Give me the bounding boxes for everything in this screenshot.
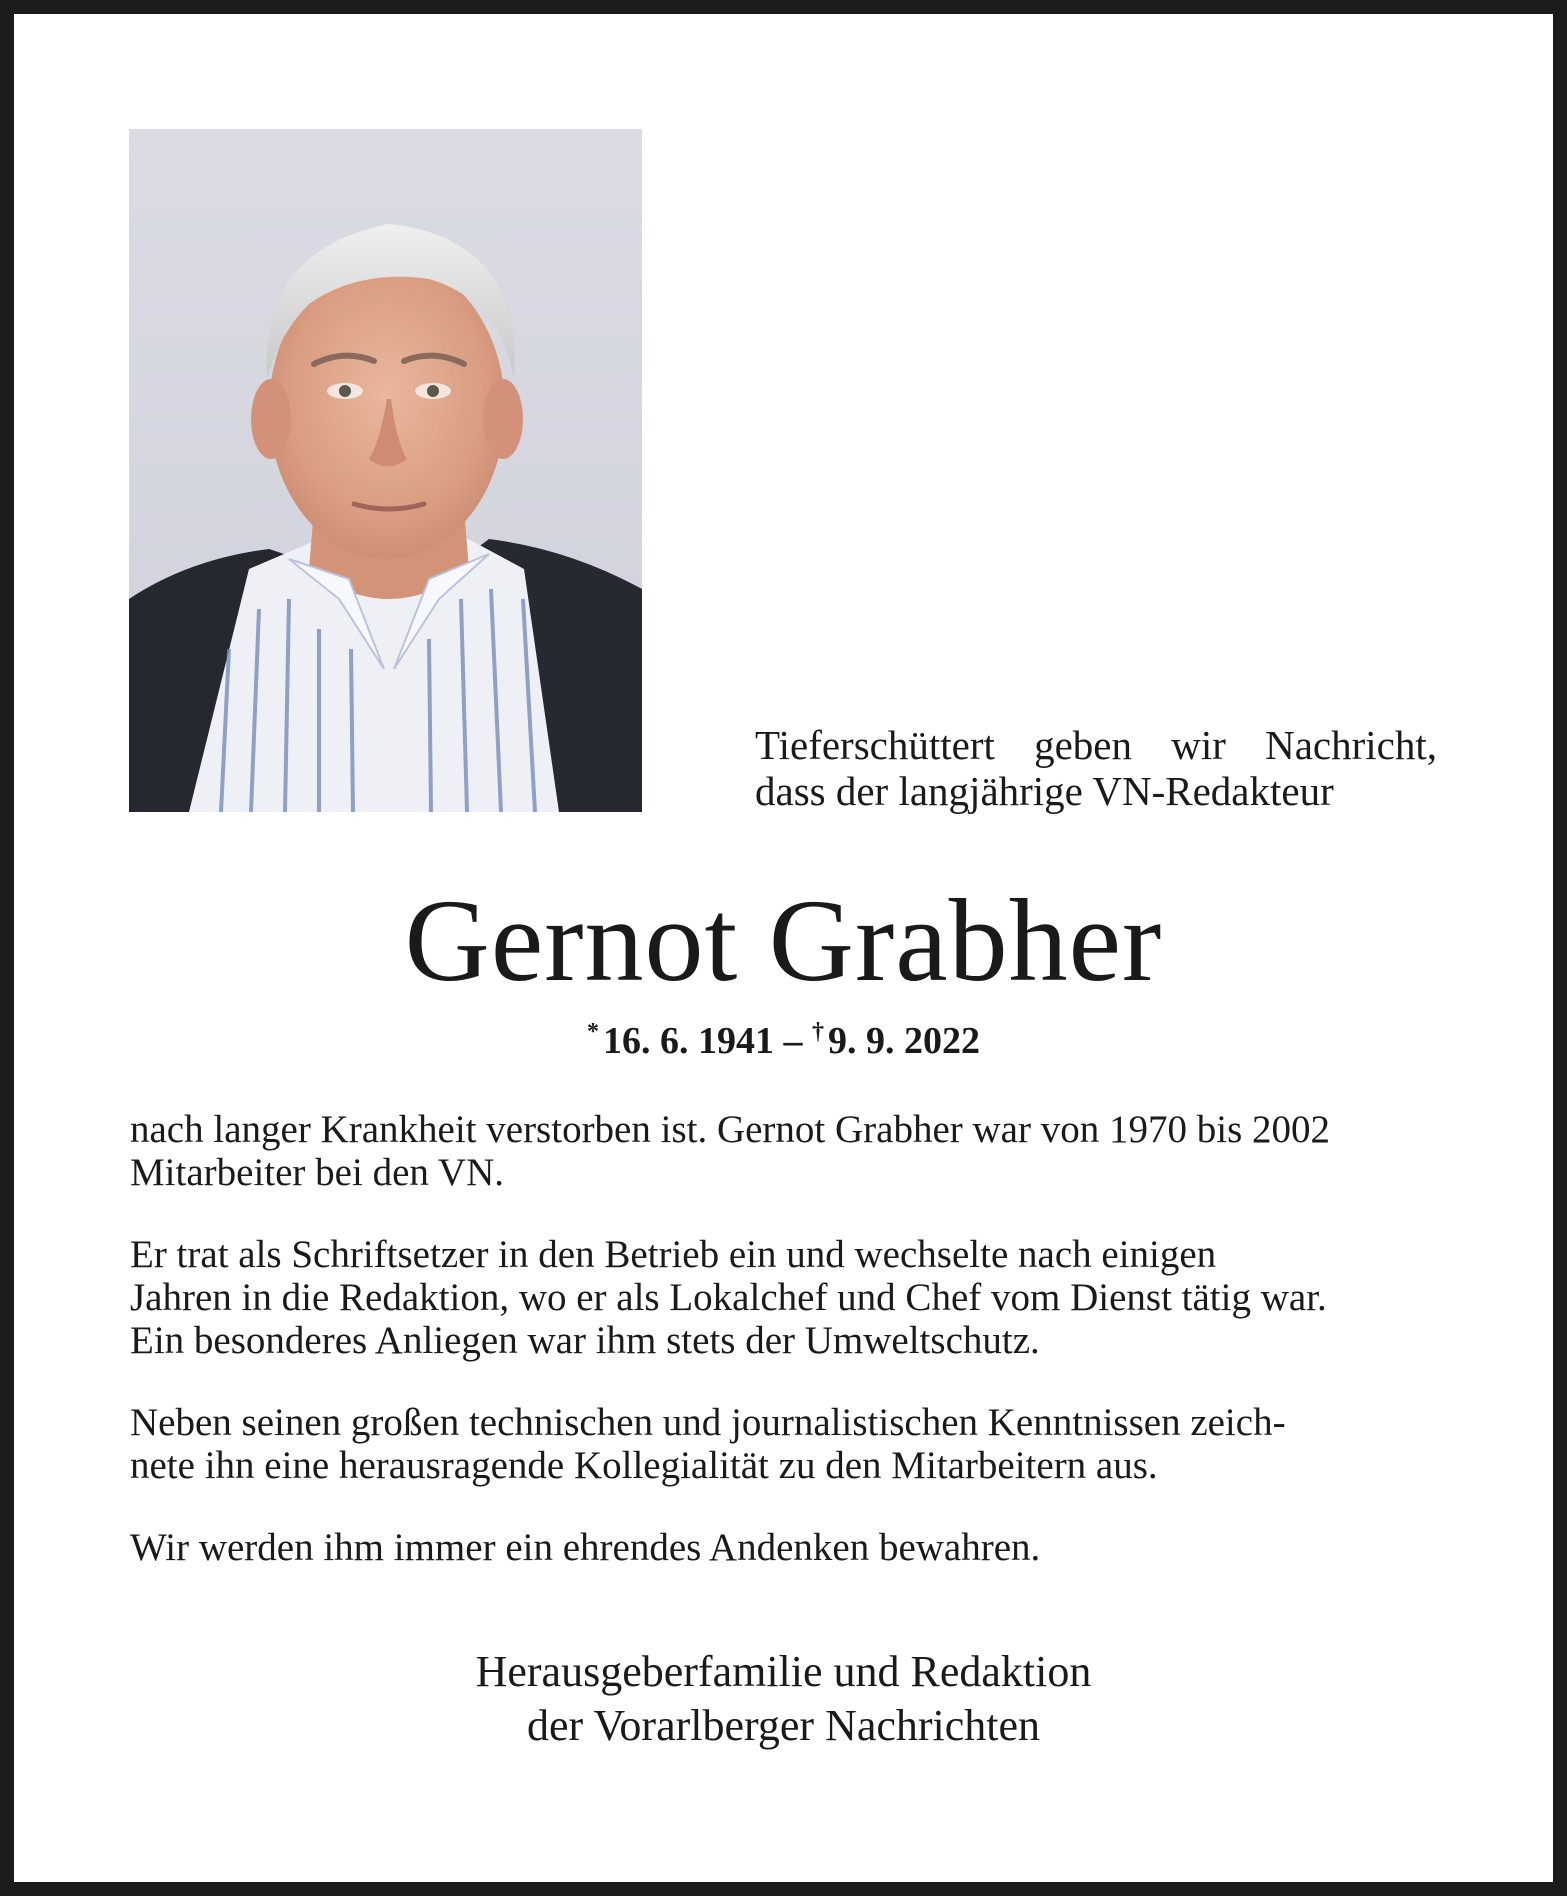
portrait-photo	[129, 129, 642, 812]
life-dates	[0, 1008, 1567, 1065]
death-symbol: †	[812, 1019, 824, 1045]
signature-line-2: der Vorarlberger Nachrichten	[526, 1701, 1041, 1750]
paragraph-3: Neben seinen großen technischen und journalistischen Kenntnissen zeich- nete ihn eine herausragende Kollegialität zu den Mitarbeitern aus.	[130, 1401, 1286, 1487]
paragraph-1: nach langer Krankheit verstorben ist. Gernot Grabher war von 1970 bis 2002 Mitarbeiter bei den VN.	[130, 1108, 1330, 1194]
paragraph-2: Er trat als Schriftsetzer in den Betrieb ein und wechselte nach einigen Jahren in die Redaktion, wo er als Lokalchef und Chef vom Dienst tätig war. Ein besonderes Anliegen war ihm stets der Umweltschutz.	[130, 1233, 1327, 1362]
deceased-name: Gernot Grabher	[404, 875, 1163, 1006]
intro-line-1: Tieferschüttert geben wir Nachricht,	[755, 722, 1437, 768]
date-separator: –	[783, 1020, 803, 1062]
birth-date: 16. 6. 1941	[603, 1020, 774, 1062]
paragraph-4: Wir werden ihm immer ein ehrendes Andenken bewahren.	[130, 1526, 1041, 1569]
signature-line-1: Herausgeberfamilie und Redaktion	[475, 1647, 1092, 1696]
intro-line-2: dass der langjährige VN-Redakteur	[755, 768, 1334, 814]
birth-symbol: *	[587, 1019, 599, 1045]
obituary-body	[130, 1108, 1436, 1608]
signature	[0, 1645, 1567, 1753]
intro-text	[755, 722, 1437, 814]
death-date: 9. 9. 2022	[828, 1020, 980, 1062]
